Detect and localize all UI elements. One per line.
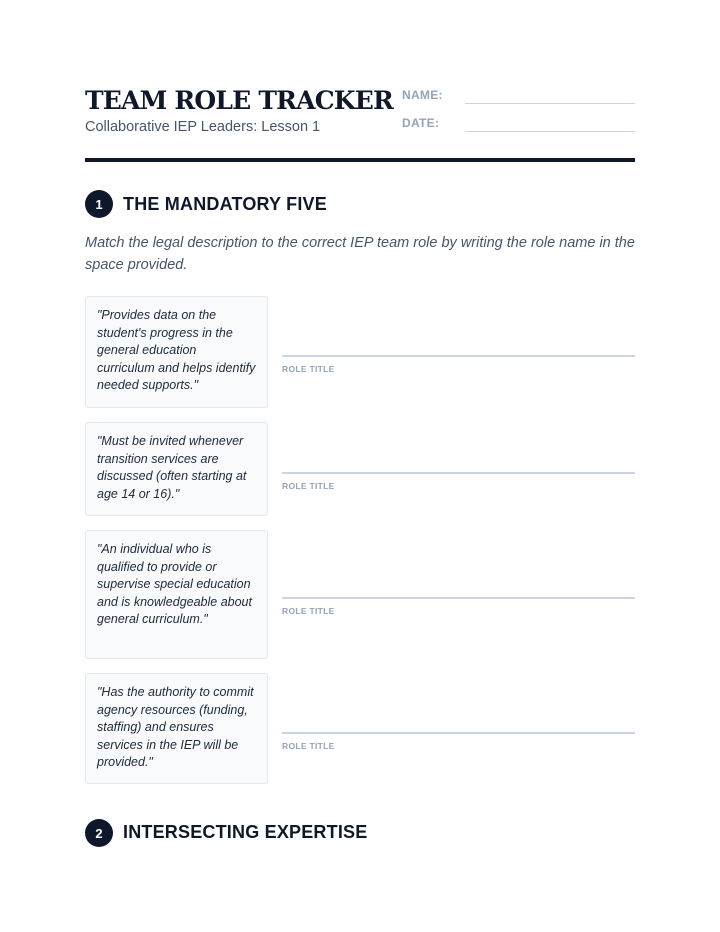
role-title-label-1: ROLE TITLE bbox=[282, 364, 335, 374]
name-field-line[interactable] bbox=[465, 103, 635, 104]
description-card-4: "Has the authority to commit agency resources (funding, staffing) and ensures services in the IEP will be provided." bbox=[85, 673, 268, 784]
date-label: DATE: bbox=[402, 116, 440, 130]
description-card-3: "An individual who is qualified to provide or supervise special education and is knowledgeable about general curriculum." bbox=[85, 530, 268, 659]
page-title: TEAM ROLE TRACKER bbox=[85, 86, 393, 115]
description-card-2: "Must be invited whenever transition services are discussed (often starting at age 14 or 16)." bbox=[85, 422, 268, 516]
section-1-number-badge: 1 bbox=[85, 190, 113, 218]
worksheet-page bbox=[85, 0, 635, 932]
name-label: NAME: bbox=[402, 88, 443, 102]
section-1-title: THE MANDATORY FIVE bbox=[123, 194, 327, 214]
section-2-title: INTERSECTING EXPERTISE bbox=[123, 822, 368, 842]
role-title-label-3: ROLE TITLE bbox=[282, 606, 335, 616]
section-1-instructions: Match the legal description to the correct IEP team role by writing the role name in the space provided. bbox=[85, 235, 635, 273]
description-card-1: "Provides data on the student's progress in the general education curriculum and helps identify needed supports." bbox=[85, 296, 268, 408]
answer-line-1[interactable] bbox=[282, 355, 635, 357]
role-title-label-2: ROLE TITLE bbox=[282, 481, 335, 491]
answer-line-2[interactable] bbox=[282, 472, 635, 474]
date-field-line[interactable] bbox=[465, 131, 635, 132]
role-title-label-4: ROLE TITLE bbox=[282, 741, 335, 751]
header-divider bbox=[85, 158, 635, 162]
page-subtitle: Collaborative IEP Leaders: Lesson 1 bbox=[85, 119, 321, 135]
answer-line-4[interactable] bbox=[282, 732, 635, 734]
section-2-number-badge: 2 bbox=[85, 819, 113, 847]
answer-line-3[interactable] bbox=[282, 597, 635, 599]
